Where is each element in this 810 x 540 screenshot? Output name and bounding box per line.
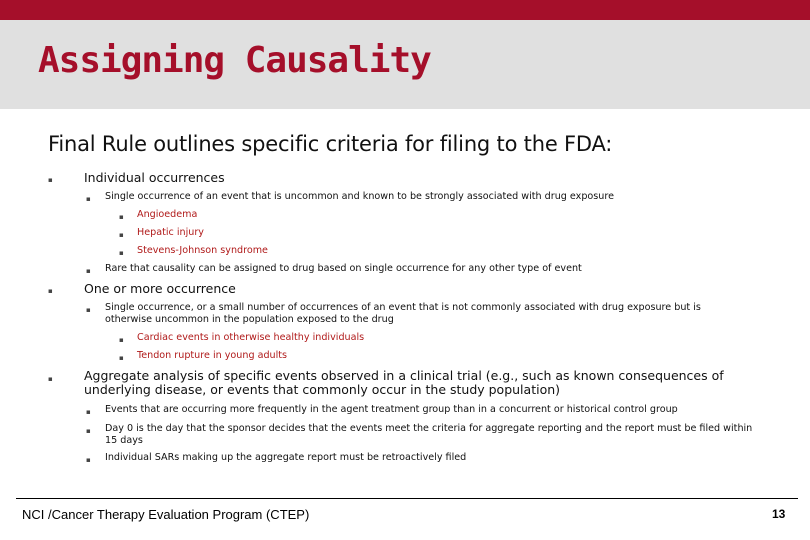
sub-list-item: Cardiac events in otherwise healthy individuals <box>137 332 365 343</box>
footer-organization: NCI /Cancer Therapy Evaluation Program (CTEP) <box>22 507 310 522</box>
bullet-marker: ▪ <box>86 456 91 464</box>
sub-list-item: Hepatic injury <box>137 227 204 238</box>
section-heading-one-or-more: One or more occurrence <box>84 281 236 296</box>
bullet-marker: ▪ <box>48 176 53 184</box>
bullet-marker: ▪ <box>48 375 53 383</box>
bullet-marker: ▪ <box>86 408 91 416</box>
bullet-marker: ▪ <box>119 231 124 239</box>
list-item: Events that are occurring more frequently in the agent treatment group than in a concurrent or historical control group <box>105 404 678 415</box>
bullet-marker: ▪ <box>86 195 91 203</box>
list-item: Rare that causality can be assigned to drug based on single occurrence for any other type of event <box>105 263 582 274</box>
slide-title: Assigning Causality <box>38 40 431 81</box>
top-accent-bar <box>0 0 810 20</box>
slide-subtitle: Final Rule outlines specific criteria for filing to the FDA: <box>48 132 613 156</box>
sub-list-item: Angioedema <box>137 209 198 220</box>
bullet-marker: ▪ <box>119 354 124 362</box>
bullet-marker: ▪ <box>119 336 124 344</box>
list-item: Individual SARs making up the aggregate report must be retroactively filed <box>105 452 467 463</box>
page-number: 13 <box>772 507 786 521</box>
list-item: Single occurrence of an event that is uncommon and known to be strongly associated with drug exposure <box>105 191 615 202</box>
list-item: Single occurrence, or a small number of occurrences of an event that is not commonly associated with drug exposure but is otherwise uncommon in the population exposed to the drug <box>105 302 701 325</box>
bullet-marker: ▪ <box>119 249 124 257</box>
bullet-marker: ▪ <box>86 427 91 435</box>
sub-list-item: Stevens-Johnson syndrome <box>137 245 268 256</box>
sub-list-item: Tendon rupture in young adults <box>137 350 288 361</box>
bullet-marker: ▪ <box>48 287 53 295</box>
bullet-marker: ▪ <box>119 213 124 221</box>
bullet-marker: ▪ <box>86 267 91 275</box>
bullet-marker: ▪ <box>86 306 91 314</box>
section-heading-aggregate: Aggregate analysis of specific events observed in a clinical trial (e.g., such as known consequences of underlying disease, or events that commonly occur in the study population) <box>84 368 724 397</box>
footer-divider <box>16 498 798 499</box>
section-heading-individual: Individual occurrences <box>84 170 225 185</box>
list-item: Day 0 is the day that the sponsor decides that the events meet the criteria for aggregate reporting and the report must be filed within 15 days <box>105 423 753 446</box>
